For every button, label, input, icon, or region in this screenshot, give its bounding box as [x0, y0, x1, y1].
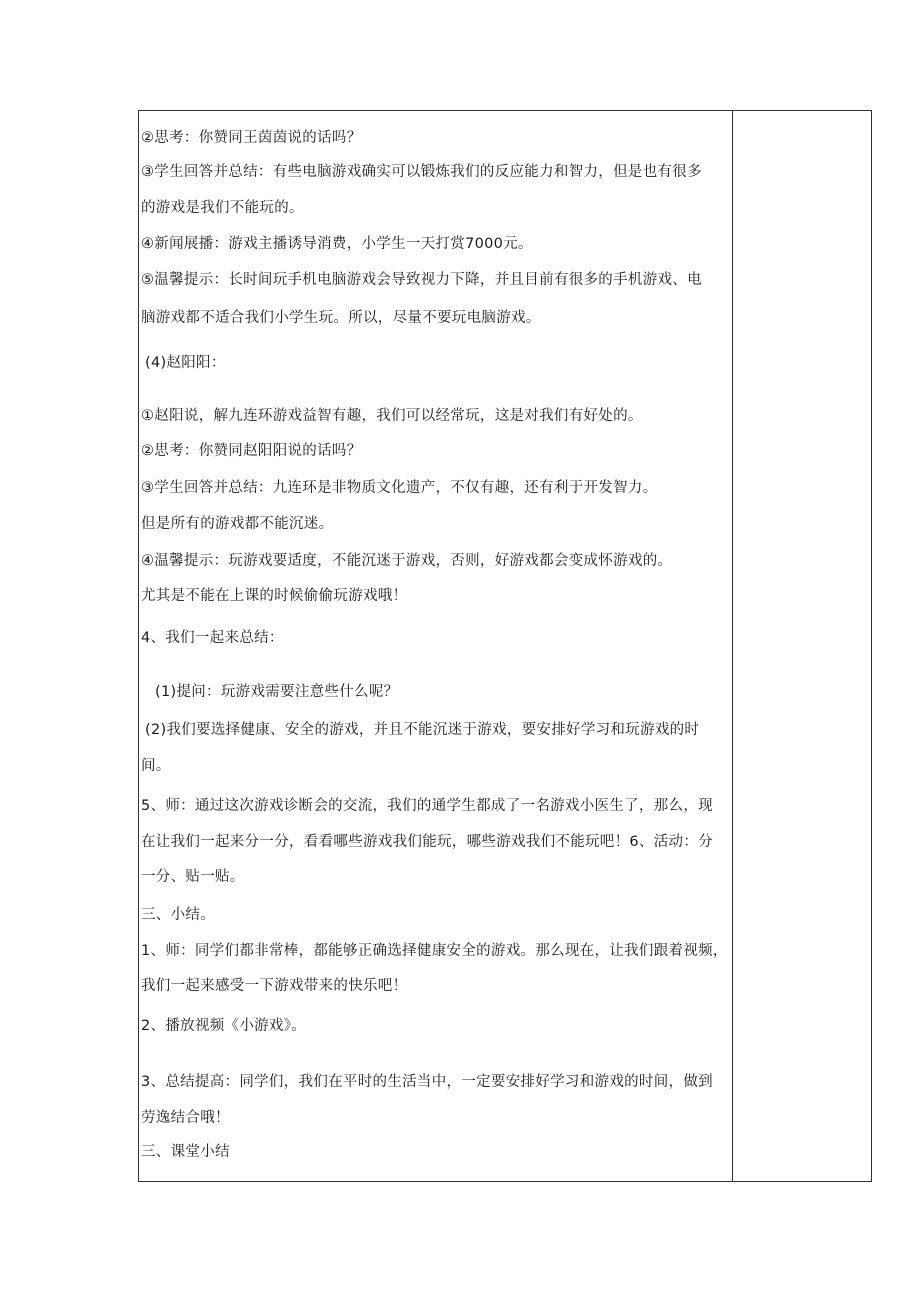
text-line: (1)提问：玩游戏需要注意些什么呢？	[155, 684, 399, 700]
text-line: ③学生回答并总结：有些电脑游戏确实可以锻炼我们的反应能力和智力，但是也有很多	[141, 164, 702, 180]
text-line: 但是所有的游戏都不能沉迷。	[141, 516, 334, 532]
text-line: ④温馨提示：玩游戏要适度，不能沉迷于游戏，否则，好游戏都会变成怀游戏的。	[141, 553, 673, 569]
notes-cell	[733, 111, 871, 1181]
text-line: 1、师：同学们都非常棒，都能够正确选择健康安全的游戏。那么现在，让我们跟着视频，	[141, 943, 728, 959]
text-line: 3、总结提高：同学们，我们在平时的生活当中，一定要安排好学习和游戏的时间，做到	[141, 1074, 713, 1090]
text-line: 5、师：通过这次游戏诊断会的交流，我们的通学生都成了一名游戏小医生了，那么，现	[141, 798, 713, 814]
text-line: ①赵阳说，解九连环游戏益智有趣，我们可以经常玩，这是对我们有好处的。	[141, 408, 643, 424]
text-line: ②思考：你赞同王茵茵说的话吗？	[141, 130, 362, 146]
text-line: ⑤温馨提示：长时间玩手机电脑游戏会导致视力下降，并且目前有很多的手机游戏、电	[141, 272, 702, 288]
text-line: 的游戏是我们不能玩的。	[141, 200, 304, 216]
text-line: ②思考：你赞同赵阳阳说的话吗？	[141, 443, 362, 459]
text-line: (2)我们要选择健康、安全的游戏，并且不能沉迷于游戏，要安排好学习和玩游戏的时	[145, 722, 700, 738]
text-line: (4)赵阳阳：	[145, 355, 226, 371]
text-line: 我们一起来感受一下游戏带来的快乐吧！	[141, 978, 408, 994]
text-line: 劳逸结合哦！	[141, 1110, 230, 1126]
text-line: 间。	[141, 758, 171, 774]
text-line: 4、我们一起来总结：	[141, 630, 284, 646]
text-line: 2、播放视频《小游戏》。	[141, 1018, 307, 1034]
text-line: 三、课堂小结	[141, 1144, 230, 1160]
text-line: 一分、贴一贴。	[141, 869, 245, 885]
lesson-content-cell	[139, 111, 732, 1181]
text-line: 尤其是不能在上课的时候偷偷玩游戏哦！	[141, 588, 408, 604]
text-line: 脑游戏都不适合我们小学生玩。所以，尽量不要玩电脑游戏。	[141, 310, 541, 326]
text-line: ④新闻展播：游戏主播诱导消费，小学生一天打赏7000元。	[141, 236, 533, 252]
lesson-table	[138, 110, 872, 1182]
text-line: 在让我们一起来分一分，看看哪些游戏我们能玩，哪些游戏我们不能玩吧！6、活动：分	[141, 834, 713, 850]
text-line: ③学生回答并总结：九连环是非物质文化遗产，不仅有趣，还有利于开发智力。	[141, 480, 658, 496]
text-line: 三、小结。	[141, 907, 215, 923]
